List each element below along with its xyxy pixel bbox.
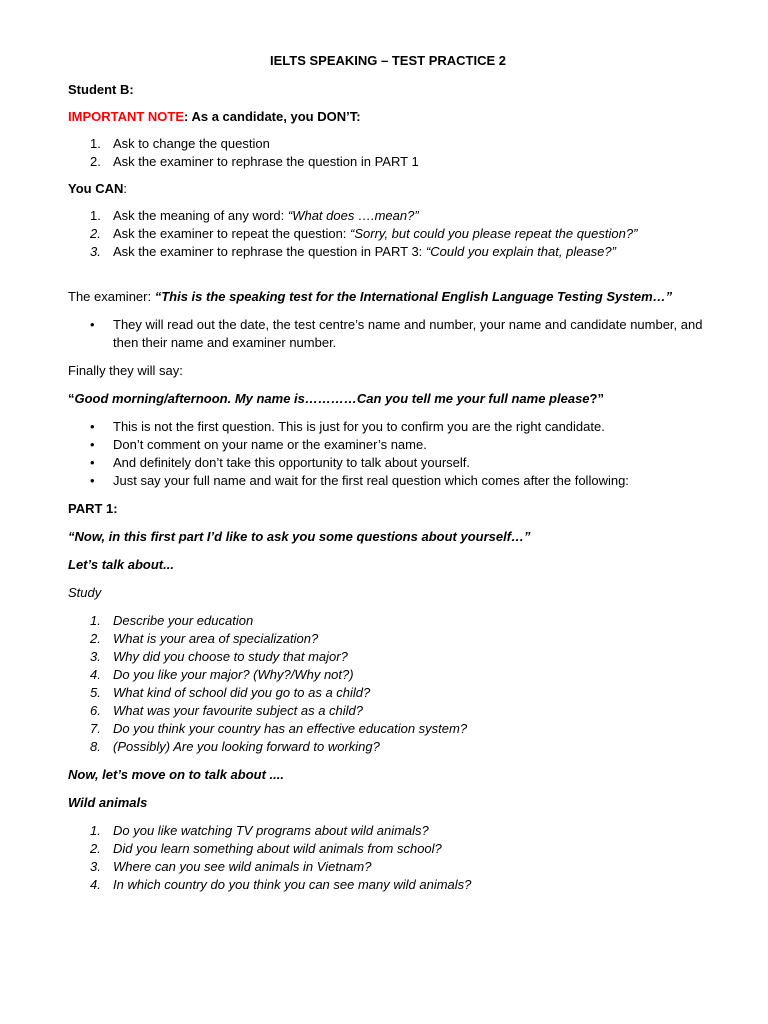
list-text: In which country do you think you can see many wild animals? [113, 877, 472, 892]
bullet-item: • They will read out the date, the test centre’s name and number, your name and candidate number, and then their name and examiner number. [68, 316, 708, 352]
list-quote: “What does ….mean?” [287, 208, 419, 223]
list-number: 5. [90, 685, 101, 700]
list-item [68, 876, 708, 894]
part1-heading: PART 1: [68, 501, 118, 516]
list-number: 1. [90, 613, 101, 628]
important-note-text: : As a candidate, you DON’T: [184, 109, 361, 124]
list-text: Ask the examiner to repeat the question: [113, 226, 351, 241]
list-item [68, 858, 708, 876]
list-text: Do you like your major? (Why?/Why not?) [113, 667, 354, 682]
list-item [68, 135, 708, 153]
list-number: 2. [90, 841, 101, 856]
examiner-bullets [68, 316, 708, 352]
list-number: 4. [90, 877, 101, 892]
finally-line: Finally they will say: [68, 363, 183, 378]
study-questions [68, 612, 708, 756]
you-can-colon: : [123, 181, 127, 196]
list-text: Do you think your country has an effective education system? [113, 721, 468, 736]
list-number: 7. [90, 721, 101, 736]
bullet-item: • And definitely don’t take this opportunity to talk about yourself. [68, 454, 708, 472]
list-item [68, 153, 708, 171]
list-item [68, 702, 708, 720]
topic-study: Study [68, 585, 102, 600]
topic-wild-animals: Wild animals [68, 795, 148, 810]
list-number: 2. [90, 631, 101, 646]
bullet-item: • Don’t comment on your name or the examiner’s name. [68, 436, 708, 454]
list-item [68, 630, 708, 648]
list-text: Describe your education [113, 613, 254, 628]
page-title: IELTS SPEAKING – TEST PRACTICE 2 [270, 53, 506, 68]
lets-talk-heading: Let’s talk about... [68, 557, 174, 572]
list-text: What kind of school did you go to as a child? [113, 685, 371, 700]
examiner-line [68, 288, 708, 306]
list-text: What is your area of specialization? [113, 631, 319, 646]
list-item [68, 666, 708, 684]
list-text: Ask to change the question [113, 136, 270, 151]
examiner-label: The examiner: [68, 289, 155, 304]
list-text: Did you learn something about wild animals from school? [113, 841, 442, 856]
you-can-label: You CAN [68, 181, 124, 196]
list-number: 3. [90, 244, 101, 259]
examiner-quote: “This is the speaking test for the International English Language Testing System…” [154, 289, 673, 304]
you-can-heading [68, 180, 708, 198]
list-text: (Possibly) Are you looking forward to working? [113, 739, 380, 754]
list-text: Ask the examiner to rephrase the question in PART 3: [113, 244, 426, 259]
list-text: Ask the examiner to rephrase the question in PART 1 [113, 154, 419, 169]
part1-intro: “Now, in this first part I’d like to ask you some questions about yourself…” [68, 529, 531, 544]
list-number: 8. [90, 739, 101, 754]
wild-questions [68, 822, 708, 894]
dont-list [68, 135, 708, 171]
list-number: 3. [90, 649, 101, 664]
move-on-heading: Now, let’s move on to talk about .... [68, 767, 284, 782]
list-item [68, 840, 708, 858]
list-number: 1. [90, 823, 101, 838]
greeting-text: Good morning/afternoon. My name is…………Can you tell me your full name please [74, 391, 590, 406]
list-item [68, 612, 708, 630]
list-number: 3. [90, 859, 101, 874]
list-number: 2. [90, 154, 101, 169]
greeting-open: “ [68, 391, 75, 406]
student-label: Student B: [68, 82, 134, 97]
list-number: 2. [90, 226, 101, 241]
list-text: What was your favourite subject as a child? [113, 703, 364, 718]
list-quote: “Sorry, but could you please repeat the question?” [350, 226, 638, 241]
greeting-line [68, 390, 708, 408]
list-text: Why did you choose to study that major? [113, 649, 348, 664]
important-note-label: IMPORTANT NOTE [68, 109, 185, 124]
greeting-bullets [68, 418, 708, 490]
list-item [68, 684, 708, 702]
important-note [68, 108, 708, 126]
list-number: 1. [90, 208, 101, 223]
list-item [68, 225, 708, 243]
list-number: 1. [90, 136, 101, 151]
list-text: Do you like watching TV programs about wild animals? [113, 823, 429, 838]
list-item [68, 243, 708, 261]
list-quote: “Could you explain that, please?” [425, 244, 616, 259]
list-item [68, 648, 708, 666]
list-number: 6. [90, 703, 101, 718]
can-list [68, 207, 708, 261]
list-item [68, 720, 708, 738]
list-number: 4. [90, 667, 101, 682]
greeting-close: ?” [589, 391, 604, 406]
bullet-item: • Just say your full name and wait for the first real question which comes after the following: [68, 472, 708, 490]
list-item [68, 207, 708, 225]
list-text: Where can you see wild animals in Vietnam? [113, 859, 372, 874]
list-item [68, 822, 708, 840]
list-item [68, 738, 708, 756]
list-text: Ask the meaning of any word: [113, 208, 288, 223]
bullet-item: • This is not the first question. This is just for you to confirm you are the right candidate. [68, 418, 708, 436]
